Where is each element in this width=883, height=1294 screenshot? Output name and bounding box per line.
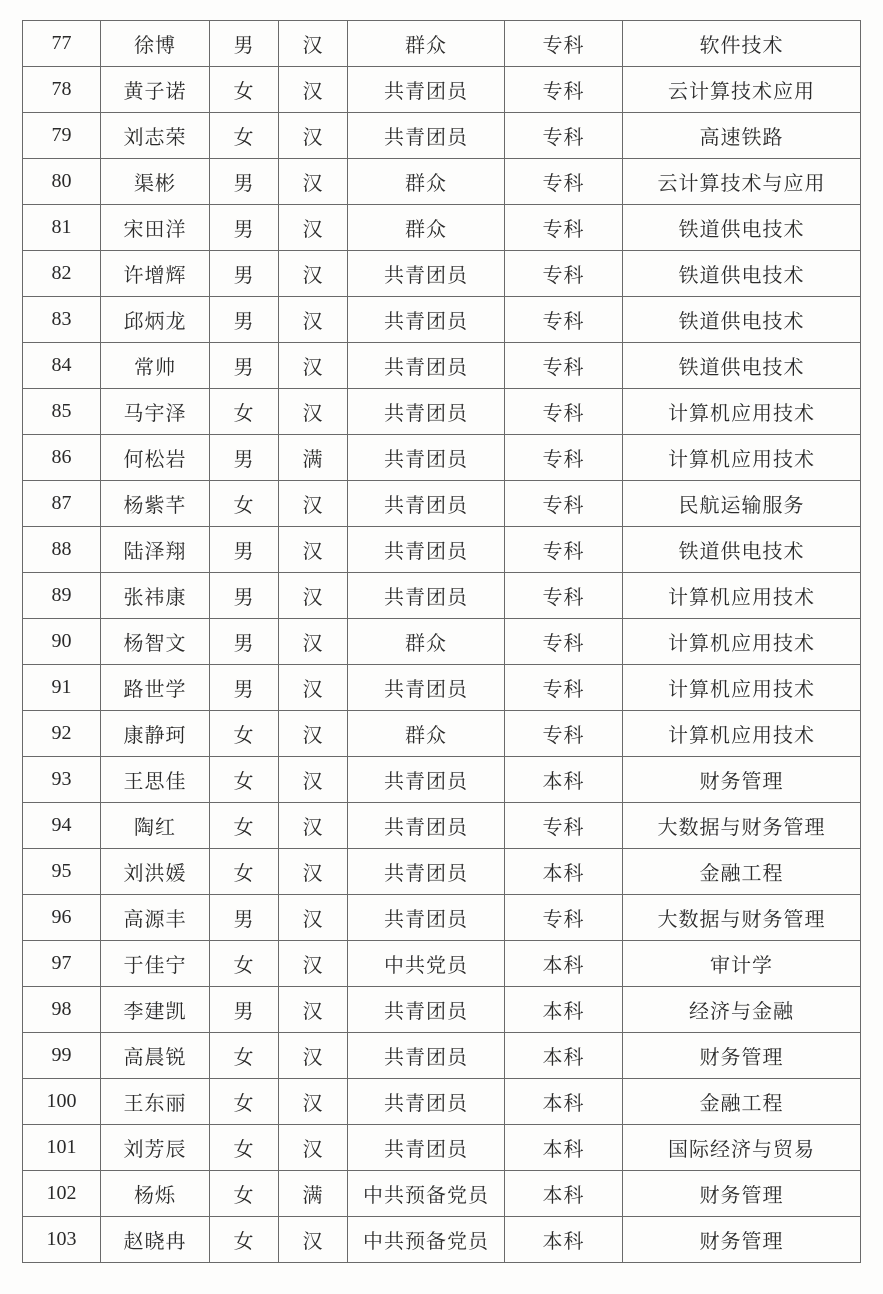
- table-row: [23, 21, 861, 67]
- table-row: [23, 205, 861, 251]
- gender-cell: 女: [210, 481, 279, 527]
- political-status-cell: 共青团员: [348, 1033, 505, 1079]
- political-status-cell: 共青团员: [348, 481, 505, 527]
- table-row: [23, 849, 861, 895]
- education-level-cell: 专科: [505, 803, 623, 849]
- major-cell: 云计算技术与应用: [623, 159, 861, 205]
- row-number-cell: 80: [23, 159, 101, 205]
- education-level-cell: 专科: [505, 297, 623, 343]
- name-cell: 宋田洋: [101, 205, 210, 251]
- table-row: [23, 251, 861, 297]
- ethnicity-cell: 汉: [279, 21, 348, 67]
- table-row: [23, 895, 861, 941]
- ethnicity-cell: 汉: [279, 67, 348, 113]
- name-cell: 赵晓冉: [101, 1217, 210, 1263]
- row-number-cell: 87: [23, 481, 101, 527]
- gender-cell: 男: [210, 895, 279, 941]
- table-row: [23, 389, 861, 435]
- ethnicity-cell: 汉: [279, 895, 348, 941]
- political-status-cell: 共青团员: [348, 573, 505, 619]
- political-status-cell: 共青团员: [348, 113, 505, 159]
- education-level-cell: 专科: [505, 21, 623, 67]
- name-cell: 何松岩: [101, 435, 210, 481]
- name-cell: 渠彬: [101, 159, 210, 205]
- major-cell: 财务管理: [623, 1217, 861, 1263]
- table-row: [23, 1217, 861, 1263]
- name-cell: 路世学: [101, 665, 210, 711]
- education-level-cell: 本科: [505, 941, 623, 987]
- name-cell: 陆泽翔: [101, 527, 210, 573]
- table-row: [23, 803, 861, 849]
- major-cell: 计算机应用技术: [623, 435, 861, 481]
- row-number-cell: 97: [23, 941, 101, 987]
- major-cell: 财务管理: [623, 1033, 861, 1079]
- table-row: [23, 527, 861, 573]
- education-level-cell: 专科: [505, 895, 623, 941]
- major-cell: 民航运输服务: [623, 481, 861, 527]
- row-number-cell: 101: [23, 1125, 101, 1171]
- political-status-cell: 共青团员: [348, 297, 505, 343]
- gender-cell: 男: [210, 573, 279, 619]
- row-number-cell: 98: [23, 987, 101, 1033]
- ethnicity-cell: 汉: [279, 1079, 348, 1125]
- row-number-cell: 96: [23, 895, 101, 941]
- ethnicity-cell: 汉: [279, 573, 348, 619]
- major-cell: 财务管理: [623, 1171, 861, 1217]
- ethnicity-cell: 汉: [279, 987, 348, 1033]
- ethnicity-cell: 满: [279, 1171, 348, 1217]
- gender-cell: 女: [210, 941, 279, 987]
- name-cell: 马宇泽: [101, 389, 210, 435]
- row-number-cell: 79: [23, 113, 101, 159]
- major-cell: 铁道供电技术: [623, 205, 861, 251]
- gender-cell: 女: [210, 1217, 279, 1263]
- name-cell: 李建凯: [101, 987, 210, 1033]
- major-cell: 财务管理: [623, 757, 861, 803]
- row-number-cell: 82: [23, 251, 101, 297]
- name-cell: 刘芳辰: [101, 1125, 210, 1171]
- education-level-cell: 本科: [505, 987, 623, 1033]
- roster-table-body: [23, 21, 861, 1263]
- education-level-cell: 本科: [505, 757, 623, 803]
- political-status-cell: 中共党员: [348, 941, 505, 987]
- education-level-cell: 专科: [505, 619, 623, 665]
- political-status-cell: 共青团员: [348, 67, 505, 113]
- education-level-cell: 专科: [505, 67, 623, 113]
- political-status-cell: 群众: [348, 159, 505, 205]
- row-number-cell: 86: [23, 435, 101, 481]
- gender-cell: 女: [210, 1079, 279, 1125]
- ethnicity-cell: 汉: [279, 665, 348, 711]
- table-row: [23, 1033, 861, 1079]
- major-cell: 计算机应用技术: [623, 665, 861, 711]
- ethnicity-cell: 汉: [279, 757, 348, 803]
- row-number-cell: 78: [23, 67, 101, 113]
- name-cell: 徐博: [101, 21, 210, 67]
- political-status-cell: 共青团员: [348, 527, 505, 573]
- name-cell: 刘洪媛: [101, 849, 210, 895]
- major-cell: 大数据与财务管理: [623, 803, 861, 849]
- education-level-cell: 专科: [505, 481, 623, 527]
- gender-cell: 女: [210, 1033, 279, 1079]
- political-status-cell: 共青团员: [348, 389, 505, 435]
- major-cell: 高速铁路: [623, 113, 861, 159]
- major-cell: 金融工程: [623, 849, 861, 895]
- table-row: [23, 757, 861, 803]
- education-level-cell: 专科: [505, 573, 623, 619]
- education-level-cell: 本科: [505, 849, 623, 895]
- ethnicity-cell: 汉: [279, 941, 348, 987]
- row-number-cell: 85: [23, 389, 101, 435]
- name-cell: 刘志荣: [101, 113, 210, 159]
- gender-cell: 女: [210, 1171, 279, 1217]
- major-cell: 铁道供电技术: [623, 251, 861, 297]
- major-cell: 金融工程: [623, 1079, 861, 1125]
- table-row: [23, 665, 861, 711]
- education-level-cell: 专科: [505, 205, 623, 251]
- education-level-cell: 本科: [505, 1217, 623, 1263]
- gender-cell: 男: [210, 297, 279, 343]
- name-cell: 陶红: [101, 803, 210, 849]
- ethnicity-cell: 汉: [279, 527, 348, 573]
- major-cell: 经济与金融: [623, 987, 861, 1033]
- name-cell: 常帅: [101, 343, 210, 389]
- gender-cell: 女: [210, 113, 279, 159]
- education-level-cell: 专科: [505, 435, 623, 481]
- gender-cell: 男: [210, 527, 279, 573]
- gender-cell: 男: [210, 159, 279, 205]
- gender-cell: 男: [210, 987, 279, 1033]
- table-row: [23, 481, 861, 527]
- row-number-cell: 81: [23, 205, 101, 251]
- major-cell: 大数据与财务管理: [623, 895, 861, 941]
- ethnicity-cell: 汉: [279, 297, 348, 343]
- name-cell: 黄子诺: [101, 67, 210, 113]
- table-row: [23, 113, 861, 159]
- ethnicity-cell: 汉: [279, 711, 348, 757]
- political-status-cell: 共青团员: [348, 803, 505, 849]
- name-cell: 于佳宁: [101, 941, 210, 987]
- ethnicity-cell: 汉: [279, 481, 348, 527]
- gender-cell: 女: [210, 389, 279, 435]
- education-level-cell: 本科: [505, 1171, 623, 1217]
- education-level-cell: 专科: [505, 665, 623, 711]
- name-cell: 杨烁: [101, 1171, 210, 1217]
- table-row: [23, 1125, 861, 1171]
- political-status-cell: 群众: [348, 205, 505, 251]
- row-number-cell: 103: [23, 1217, 101, 1263]
- political-status-cell: 群众: [348, 711, 505, 757]
- education-level-cell: 专科: [505, 251, 623, 297]
- ethnicity-cell: 汉: [279, 849, 348, 895]
- education-level-cell: 专科: [505, 389, 623, 435]
- row-number-cell: 99: [23, 1033, 101, 1079]
- table-row: [23, 941, 861, 987]
- political-status-cell: 共青团员: [348, 757, 505, 803]
- row-number-cell: 83: [23, 297, 101, 343]
- row-number-cell: 88: [23, 527, 101, 573]
- ethnicity-cell: 汉: [279, 251, 348, 297]
- political-status-cell: 共青团员: [348, 435, 505, 481]
- education-level-cell: 专科: [505, 343, 623, 389]
- row-number-cell: 84: [23, 343, 101, 389]
- political-status-cell: 中共预备党员: [348, 1217, 505, 1263]
- gender-cell: 男: [210, 343, 279, 389]
- row-number-cell: 89: [23, 573, 101, 619]
- political-status-cell: 共青团员: [348, 987, 505, 1033]
- major-cell: 计算机应用技术: [623, 711, 861, 757]
- education-level-cell: 本科: [505, 1033, 623, 1079]
- gender-cell: 女: [210, 67, 279, 113]
- political-status-cell: 中共预备党员: [348, 1171, 505, 1217]
- row-number-cell: 95: [23, 849, 101, 895]
- gender-cell: 女: [210, 757, 279, 803]
- major-cell: 云计算技术应用: [623, 67, 861, 113]
- gender-cell: 男: [210, 619, 279, 665]
- political-status-cell: 共青团员: [348, 343, 505, 389]
- political-status-cell: 群众: [348, 619, 505, 665]
- gender-cell: 女: [210, 1125, 279, 1171]
- name-cell: 康静珂: [101, 711, 210, 757]
- name-cell: 邱炳龙: [101, 297, 210, 343]
- row-number-cell: 90: [23, 619, 101, 665]
- major-cell: 铁道供电技术: [623, 527, 861, 573]
- table-row: [23, 573, 861, 619]
- name-cell: 杨紫芊: [101, 481, 210, 527]
- ethnicity-cell: 汉: [279, 619, 348, 665]
- ethnicity-cell: 汉: [279, 803, 348, 849]
- table-row: [23, 67, 861, 113]
- ethnicity-cell: 满: [279, 435, 348, 481]
- ethnicity-cell: 汉: [279, 159, 348, 205]
- major-cell: 审计学: [623, 941, 861, 987]
- ethnicity-cell: 汉: [279, 1125, 348, 1171]
- major-cell: 铁道供电技术: [623, 297, 861, 343]
- table-row: [23, 711, 861, 757]
- row-number-cell: 91: [23, 665, 101, 711]
- gender-cell: 女: [210, 803, 279, 849]
- name-cell: 高源丰: [101, 895, 210, 941]
- education-level-cell: 专科: [505, 113, 623, 159]
- table-row: [23, 159, 861, 205]
- table-row: [23, 435, 861, 481]
- ethnicity-cell: 汉: [279, 389, 348, 435]
- major-cell: 计算机应用技术: [623, 619, 861, 665]
- political-status-cell: 共青团员: [348, 1125, 505, 1171]
- row-number-cell: 94: [23, 803, 101, 849]
- major-cell: 软件技术: [623, 21, 861, 67]
- major-cell: 计算机应用技术: [623, 573, 861, 619]
- row-number-cell: 102: [23, 1171, 101, 1217]
- table-row: [23, 343, 861, 389]
- table-row: [23, 987, 861, 1033]
- roster-table: [22, 20, 861, 1263]
- row-number-cell: 77: [23, 21, 101, 67]
- major-cell: 计算机应用技术: [623, 389, 861, 435]
- political-status-cell: 群众: [348, 21, 505, 67]
- education-level-cell: 专科: [505, 527, 623, 573]
- political-status-cell: 共青团员: [348, 665, 505, 711]
- gender-cell: 男: [210, 251, 279, 297]
- ethnicity-cell: 汉: [279, 343, 348, 389]
- education-level-cell: 本科: [505, 1125, 623, 1171]
- education-level-cell: 本科: [505, 1079, 623, 1125]
- table-row: [23, 297, 861, 343]
- major-cell: 铁道供电技术: [623, 343, 861, 389]
- row-number-cell: 100: [23, 1079, 101, 1125]
- ethnicity-cell: 汉: [279, 205, 348, 251]
- ethnicity-cell: 汉: [279, 113, 348, 159]
- major-cell: 国际经济与贸易: [623, 1125, 861, 1171]
- political-status-cell: 共青团员: [348, 1079, 505, 1125]
- gender-cell: 女: [210, 849, 279, 895]
- education-level-cell: 专科: [505, 159, 623, 205]
- gender-cell: 男: [210, 665, 279, 711]
- political-status-cell: 共青团员: [348, 849, 505, 895]
- table-row: [23, 1171, 861, 1217]
- name-cell: 杨智文: [101, 619, 210, 665]
- name-cell: 张祎康: [101, 573, 210, 619]
- name-cell: 王思佳: [101, 757, 210, 803]
- gender-cell: 男: [210, 435, 279, 481]
- table-row: [23, 1079, 861, 1125]
- ethnicity-cell: 汉: [279, 1033, 348, 1079]
- name-cell: 王东丽: [101, 1079, 210, 1125]
- name-cell: 许增辉: [101, 251, 210, 297]
- political-status-cell: 共青团员: [348, 895, 505, 941]
- education-level-cell: 专科: [505, 711, 623, 757]
- name-cell: 高晨锐: [101, 1033, 210, 1079]
- table-row: [23, 619, 861, 665]
- row-number-cell: 93: [23, 757, 101, 803]
- gender-cell: 男: [210, 205, 279, 251]
- ethnicity-cell: 汉: [279, 1217, 348, 1263]
- row-number-cell: 92: [23, 711, 101, 757]
- gender-cell: 男: [210, 21, 279, 67]
- political-status-cell: 共青团员: [348, 251, 505, 297]
- gender-cell: 女: [210, 711, 279, 757]
